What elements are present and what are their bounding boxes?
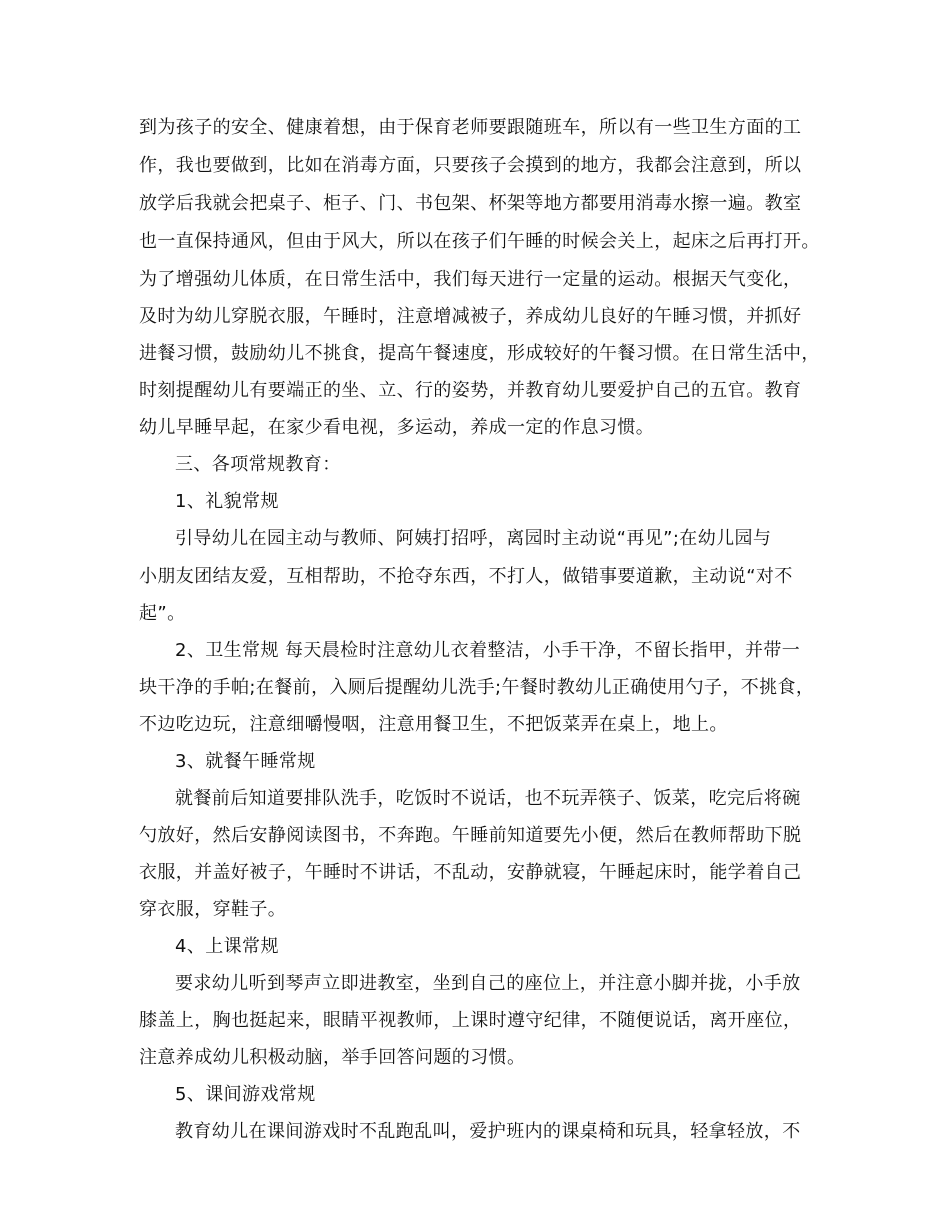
subsection-heading: 5、课间游戏常规 [175, 1084, 316, 1105]
text-line: 作，我也要做到，比如在消毒方面，只要孩子会摸到的地方，我都会注意到，所以 [139, 155, 802, 176]
subsection-heading: 4、上课常规 [175, 936, 279, 957]
text-line: 就餐前后知道要排队洗手，吃饭时不说话，也不玩弄筷子、饭菜，吃完后将碗 [175, 788, 801, 809]
text-line: 教育幼儿在课间游戏时不乱跑乱叫，爱护班内的课桌椅和玩具，轻拿轻放，不 [175, 1121, 801, 1142]
text-line: 小朋友团结友爱，互相帮助，不抢夺东西，不打人，做错事要道歉，主动说“对不 [139, 566, 793, 587]
text-line: 勺放好，然后安静阅读图书，不奔跑。午睡前知道要先小便，然后在教师帮助下脱 [139, 825, 802, 846]
text-line: 起”。 [139, 603, 186, 624]
section-heading: 三、各项常规教育： [175, 454, 341, 475]
text-line: 膝盖上，胸也挺起来，眼睛平视教师，上课时遵守纪律，不随便说话，离开座位， [139, 1010, 802, 1031]
text-line: 要求幼儿听到琴声立即进教室，坐到自己的座位上，并注意小脚并拢，小手放 [175, 973, 801, 994]
text-line: 块干净的手帕;在餐前，入厕后提醒幼儿洗手;午餐时教幼儿正确使用勺子，不挑食， [139, 677, 815, 698]
text-line: 衣服，并盖好被子，午睡时不讲话，不乱动，安静就寝，午睡起床时，能学着自己 [139, 862, 802, 883]
text-line: 时刻提醒幼儿有要端正的坐、立、行的姿势，并教育幼儿要爱护自己的五官。教育 [139, 380, 802, 401]
text-line: 2、卫生常规 每天晨检时注意幼儿衣着整洁，小手干净，不留长指甲，并带一 [175, 640, 801, 661]
text-line: 穿衣服，穿鞋子。 [139, 899, 287, 920]
subsection-heading: 3、就餐午睡常规 [175, 751, 316, 772]
text-line: 放学后我就会把桌子、柜子、门、书包架、杯架等地方都要用消毒水擦一遍。教室 [139, 193, 802, 214]
text-line: 注意养成幼儿积极动脑，举手回答问题的习惯。 [139, 1047, 526, 1068]
text-line: 到为孩子的安全、健康着想，由于保育老师要跟随班车，所以有一些卫生方面的工 [139, 117, 802, 138]
subsection-heading: 1、礼貌常规 [175, 491, 279, 512]
text-line: 引导幼儿在园主动与教师、阿姨打招呼，离园时主动说“再见”;在幼儿园与 [175, 528, 772, 549]
text-line: 也一直保持通风，但由于风大，所以在孩子们午睡的时候会关上，起床之后再打开。 [139, 231, 820, 252]
text-line: 幼儿早睡早起，在家少看电视，多运动，养成一定的作息习惯。 [139, 417, 655, 438]
text-line: 及时为幼儿穿脱衣服，午睡时，注意增减被子，养成幼儿良好的午睡习惯，并抓好 [139, 306, 802, 327]
text-line: 不边吃边玩，注意细嚼慢咽，注意用餐卫生，不把饭菜弄在桌上，地上。 [139, 714, 728, 735]
text-line: 进餐习惯，鼓励幼儿不挑食，提高午餐速度，形成较好的午餐习惯。在日常生活中， [139, 343, 820, 364]
text-line: 为了增强幼儿体质，在日常生活中，我们每天进行一定量的运动。根据天气变化， [139, 269, 802, 290]
